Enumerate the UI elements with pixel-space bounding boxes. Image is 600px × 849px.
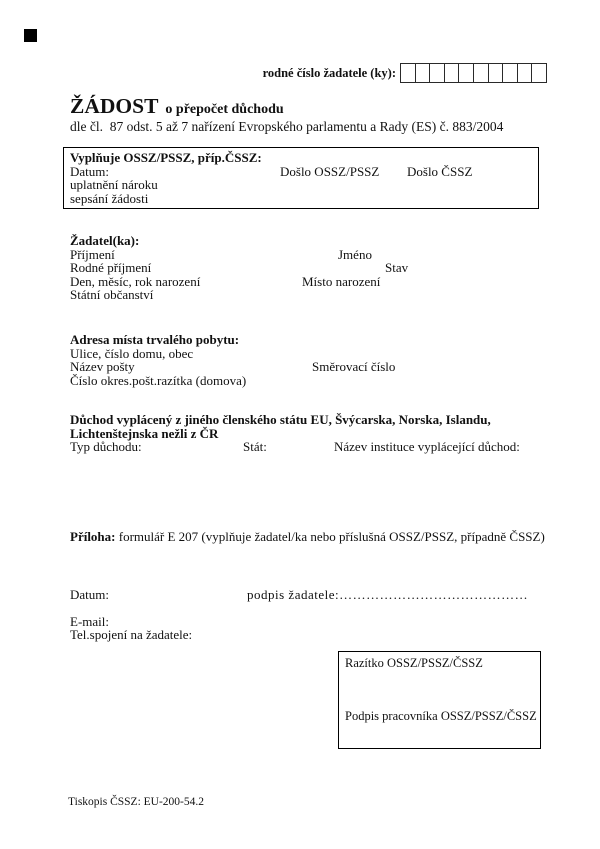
stamp-box (338, 651, 541, 749)
attachment-text: formulář E 207 (vyplňuje žadatel/ka nebo příslušná OSSZ/PSSZ, případně ČSSZ) (115, 529, 545, 544)
applicant-heading: Žadatel(ka): (70, 233, 140, 248)
address-section (70, 333, 540, 387)
applicant-signature-label: podpis žadatele:…………………………………… (247, 587, 529, 602)
pension-state-label: Stát: (243, 439, 267, 455)
firstname-label: Jméno (338, 246, 372, 262)
birthdate-label: Den, měsíc, rok narození (70, 273, 201, 289)
birth-number-cell[interactable] (531, 63, 547, 83)
street-label: Ulice, číslo domu, obec (70, 345, 194, 361)
office-box-heading: Vyplňuje OSSZ/PSSZ, příp.ČSSZ: (70, 150, 262, 165)
birth-number-cell[interactable] (458, 63, 474, 83)
birth-number-cell[interactable] (517, 63, 533, 83)
birth-surname-label: Rodné příjmení (70, 260, 152, 276)
claim-date-label: uplatnění nároku (70, 177, 158, 192)
pension-heading-line2: Lichtenštejnska nežli z ČR (70, 425, 219, 441)
attachment-label: Příloha: (70, 529, 116, 544)
scan-registration-mark (24, 29, 37, 42)
office-use-box (63, 147, 539, 209)
birth-number-label: rodné číslo žadatele (ky): (262, 66, 396, 80)
received-ossz-label: Došlo OSSZ/PSSZ (280, 163, 380, 179)
post-office-label: Název pošty (70, 359, 135, 375)
pension-institution-label: Název instituce vyplácející důchod: (334, 439, 520, 455)
surname-label: Příjmení (70, 246, 115, 262)
attachment-line (70, 529, 545, 545)
email-label: E-mail: (70, 614, 109, 629)
title-suffix: o přepočet důchodu (165, 102, 284, 117)
signature-row (70, 587, 540, 603)
foreign-pension-section (70, 413, 545, 454)
district-stamp-label: Číslo okres.pošt.razítka (domova) (70, 372, 247, 388)
pension-type-label: Typ důchodu: (70, 439, 142, 455)
birth-number-cell[interactable] (488, 63, 504, 83)
birth-number-cell[interactable] (502, 63, 518, 83)
birth-number-cell[interactable] (444, 63, 460, 83)
title-subtitle: dle čl. 87 odst. 5 až 7 nařízení Evropského parlamentu a Rady (ES) č. 883/2004 (70, 119, 504, 134)
signature-date-label: Datum: (70, 587, 109, 602)
birth-number-cells (400, 63, 547, 83)
form-number: Tiskopis ČSSZ: EU-200-54.2 (68, 796, 205, 808)
marital-status-label: Stav (385, 260, 409, 276)
zip-label: Směrovací číslo (312, 359, 396, 375)
title-main: ŽÁDOST (70, 94, 159, 118)
officer-signature-label: Podpis pracovníka OSSZ/PSSZ/ČSSZ (345, 709, 537, 723)
address-heading: Adresa místa trvalého pobytu: (70, 332, 240, 347)
page-title (70, 94, 284, 119)
birth-number-cell[interactable] (400, 63, 416, 83)
received-cssz-label: Došlo ČSSZ (407, 163, 473, 179)
pension-heading-line1: Důchod vyplácený z jiného členského státu EU, Švýcarska, Norska, Islandu, (70, 412, 491, 427)
stamp-label: Razítko OSSZ/PSSZ/ČSSZ (345, 656, 483, 670)
birth-number-cell[interactable] (473, 63, 489, 83)
birth-number-cell[interactable] (415, 63, 431, 83)
birthplace-label: Místo narození (302, 273, 381, 289)
phone-label: Tel.spojení na žadatele: (70, 627, 193, 642)
office-date-label: Datum: (70, 163, 109, 179)
citizenship-label: Státní občanství (70, 287, 154, 303)
applicant-section (70, 234, 540, 302)
birth-number-cell[interactable] (429, 63, 445, 83)
drafting-date-label: sepsání žádosti (70, 190, 149, 206)
